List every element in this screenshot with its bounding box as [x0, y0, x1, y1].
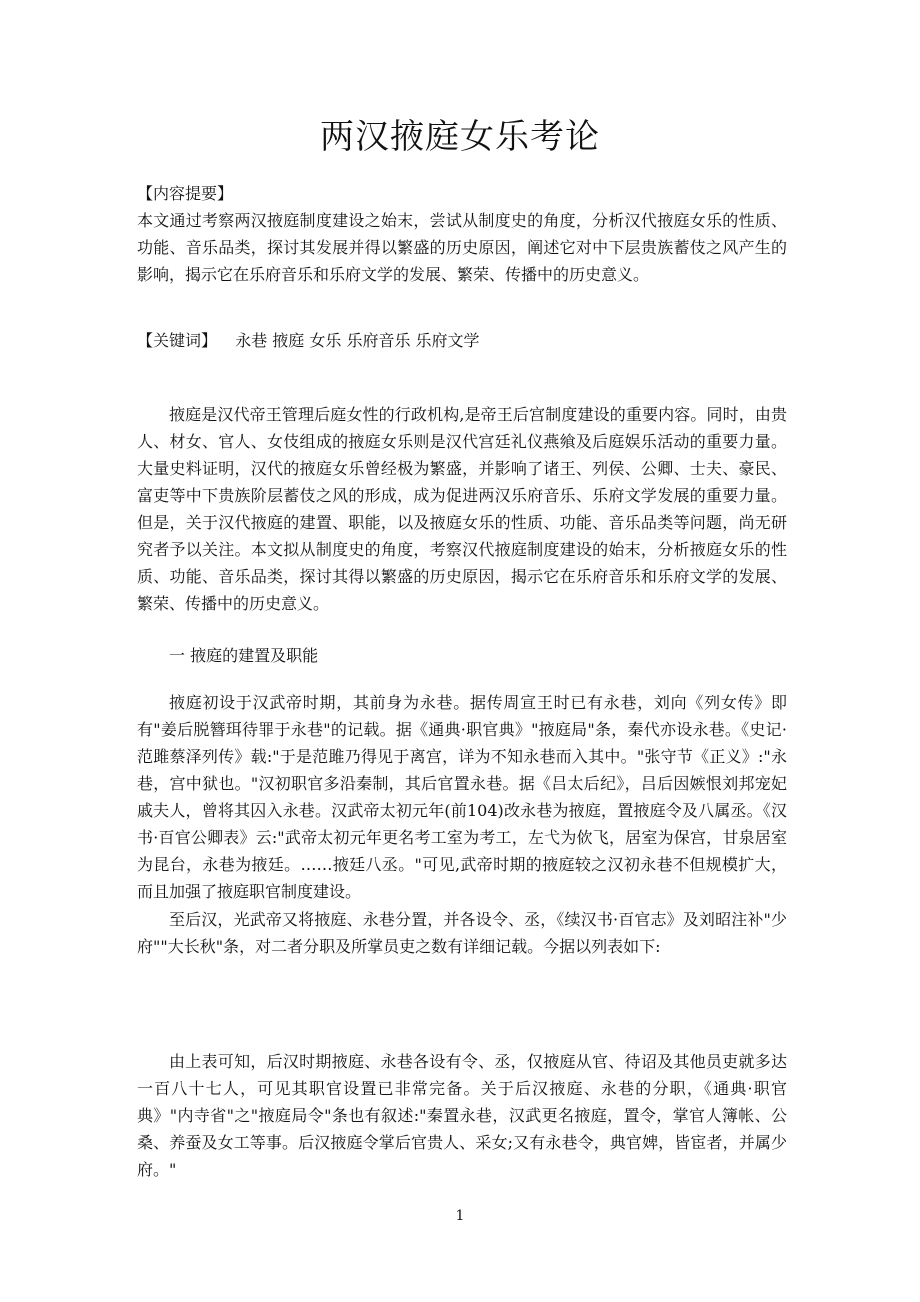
- body-paragraph: 掖庭初设于汉武帝时期，其前身为永巷。据传周宣王时已有永巷，刘向《列女传》即有"姜后脱簪珥待罪于永巷"的记载。据《通典·职官典》"掖庭局"条，秦代亦设永巷。《史记·范雎蔡泽列传》载:"于是范雎乃得见于离宫，详为不知永巷而入其中。"张守节《正义》:"永巷，宫中狱也。"汉初职官多沿秦制，其后官置永巷。据《吕太后纪》，吕后因嫉恨刘邦宠妃戚夫人，曾将其囚入永巷。汉武帝太初元年(前104)改永巷为掖庭，置掖庭令及八属丞。《汉书·百官公卿表》云:"武帝太初元年更名考工室为考工，左弋为佽飞，居室为保宫，甘泉居室为昆台，永巷为掖廷。……掖廷八丞。"可见,武帝时期的掖庭较之汉初永巷不但规模扩大，而且加强了掖庭职官制度建设。: [137, 693, 787, 901]
- body-paragraph: 由上表可知，后汉时期掖庭、永巷各设有令、丞，仅掖庭从官、待诏及其他员吏就多达一百八十七人，可见其职官设置已非常完备。关于后汉掖庭、永巷的分职，《通典·职官典》"内寺省"之"掖庭局令"条也有叙述:"秦置永巷，汉武更名掖庭，置令，掌官人簿帐、公桑、养蚕及女工等事。后汉掖庭令掌后官贵人、采女;又有永巷令，典官婢，皆宦者，并属少府。": [137, 1052, 787, 1179]
- section-heading: 一 掖庭的建置及职能: [169, 646, 319, 665]
- keywords-text: 永巷 掖庭 女乐 乐府音乐 乐府文学: [235, 331, 480, 350]
- intro-paragraph: 掖庭是汉代帝王管理后庭女性的行政机构,是帝王后宫制度建设的重要内容。同时，由贵人、材女、官人、女伎组成的掖庭女乐则是汉代宫廷礼仪燕飨及后庭娱乐活动的重要力量。大量史料证明，汉代的掖庭女乐曾经极为繁盛，并影响了诸王、列侯、公卿、士夫、豪民、富吏等中下贵族阶层蓄伎之风的形成，成为促进两汉乐府音乐、乐府文学发展的重要力量。但是，关于汉代掖庭的建置、职能，以及掖庭女乐的性质、功能、音乐品类等问题，尚无研究者予以关注。本文拟从制度史的角度，考察汉代掖庭制度建设的始末，分析掖庭女乐的性质、功能、音乐品类，探讨其得以繁盛的历史原因，揭示它在乐府音乐和乐府文学的发展、繁荣、传播中的历史意义。: [137, 405, 787, 613]
- keywords-heading: 【关键词】: [137, 331, 218, 350]
- keywords-line: [137, 327, 787, 354]
- paper-title: 两汉掖庭女乐考论: [320, 117, 600, 157]
- body-paragraph: 至后汉，光武帝又将掖庭、永巷分置，并各设令、丞，《续汉书·百官志》及刘昭注补"少府""大长秋"条，对二者分职及所掌员吏之数有详细记载。今据以列表如下:: [137, 910, 787, 956]
- page-number: 1: [455, 1208, 465, 1224]
- abstract-text: 本文通过考察两汉掖庭制度建设之始末，尝试从制度史的角度，分析汉代掖庭女乐的性质、功能、音乐品类，探讨其发展并得以繁盛的历史原因，阐述它对中下层贵族蓄伎之风产生的影响，揭示它在乐府音乐和乐府文学的发展、繁荣、传播中的历史意义。: [137, 211, 787, 284]
- abstract-heading: 【内容提要】: [137, 184, 234, 203]
